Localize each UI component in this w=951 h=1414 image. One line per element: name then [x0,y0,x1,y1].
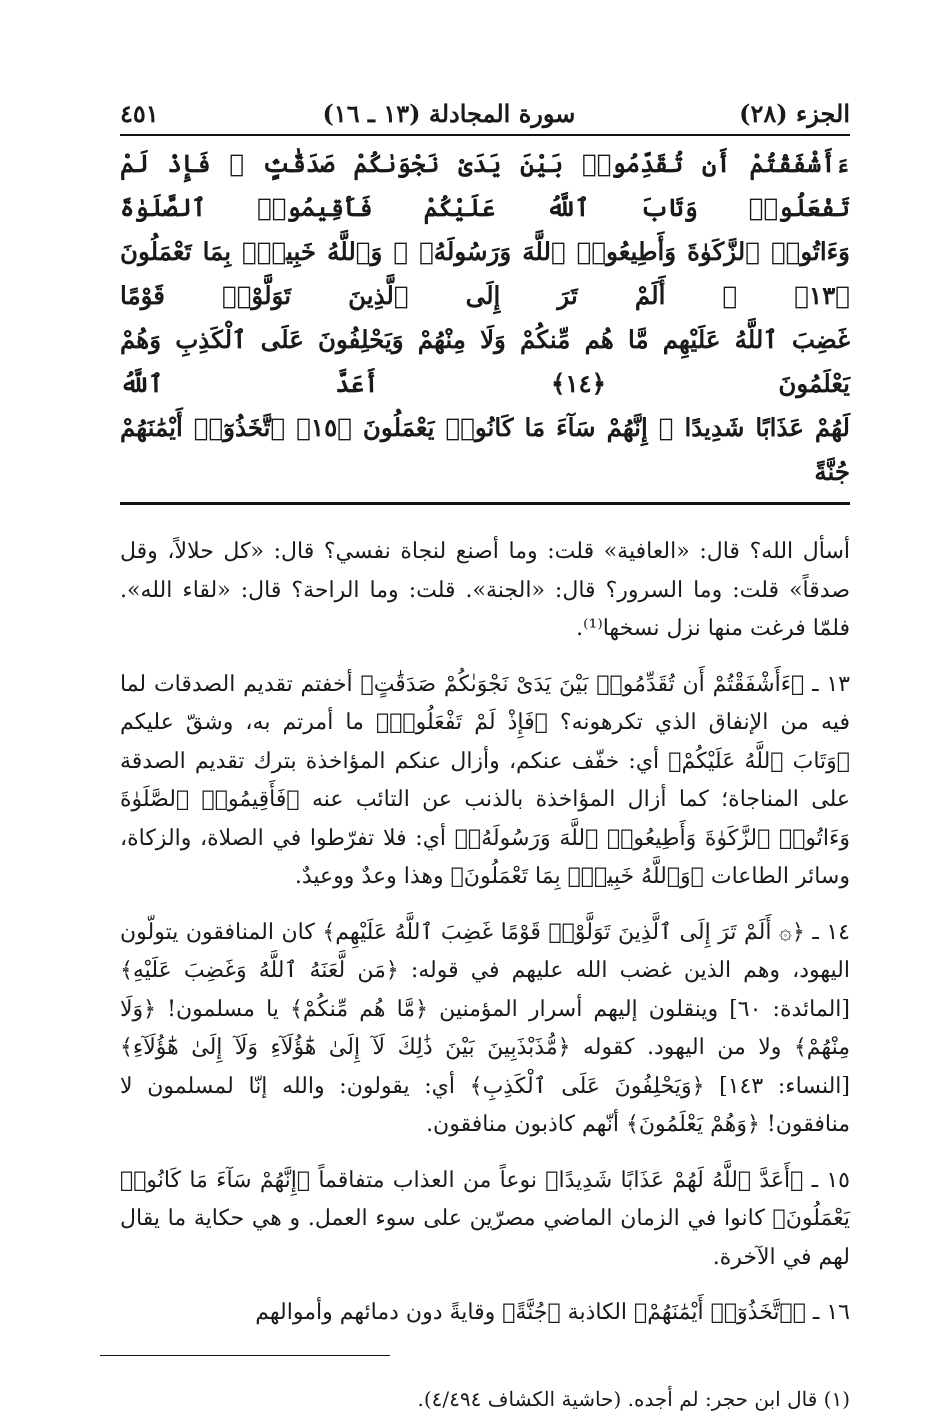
quran-bottom-rule [120,502,850,505]
page [120,88,850,1414]
running-header [120,88,850,128]
juz-label: الجزء (٢٨) [739,99,850,128]
paragraph-verse-13: ١٣ ـ ﴿ءَأَشْفَقْتُمْ أَن تُقَدِّمُوا۟ بَيْنَ يَدَىْ نَجْوَىٰكُمْ صَدَقَٰتٍ﴾ أخفتم تقديم الصدقات لما فيه من الإنفاق الذي تكرهونه؟ ﴿فَإِذْ لَمْ تَفْعَلُوا۟﴾ ما أمرتم به، وشقّ عليكم ﴿وَتَابَ ٱللَّهُ عَلَيْكُمْ﴾ أي: خفّف عنكم، وأزال عنكم المؤاخذة بترك تقديم الصدقة على المناجاة؛ كما أزال المؤاخذة بالذنب عن التائب عنه ﴿فَأَقِيمُوا۟ ٱلصَّلَوٰةَ وَءَاتُوا۟ ٱلزَّكَوٰةَ وَأَطِيعُوا۟ ٱللَّهَ وَرَسُولَهُۥ﴾ أي: فلا تفرّطوا في الصلاة، والزكاة، وسائر الطاعات ﴿وَٱللَّهُ خَبِيرٌۢ بِمَا تَعْمَلُونَ﴾ وهذا وعدٌ ووعيدٌ. [120,671,850,889]
quran-line: لَهُمْ عَذَابًا شَدِيدًا ۖ إِنَّهُمْ سَآءَ مَا كَانُوا۟ يَعْمَلُونَ ﴿١٥﴾ ٱتَّخَذُوٓا۟ أَيْمَٰنَهُمْ جُنَّةً [120,413,850,486]
paragraph-verse-15: ١٥ ـ ﴿أَعَدَّ ٱللَّهُ لَهُمْ عَذَابًا شَدِيدًا﴾ نوعاً من العذاب متفاقماً ﴿إِنَّهُمْ سَآءَ مَا كَانُوا۟ يَعْمَلُونَ﴾ كانوا في الزمان الماضي مصرّين على سوء العمل. و هي حكاية ما يقال لهم في الآخرة. [120,1167,850,1270]
quran-line: غَضِبَ ٱللَّهُ عَلَيْهِم مَّا هُم مِّنكُمْ وَلَا مِنْهُمْ وَيَحْلِفُونَ عَلَى ٱلْكَذِبِ وَهُمْ يَعْلَمُونَ ﴿١٤﴾ أَعَدَّ ٱللَّهُ [120,325,850,398]
paragraph-verse-16: ١٦ ـ ﴿ٱتَّخَذُوٓا۟ أَيْمَٰنَهُمْ﴾ الكاذبة ﴿جُنَّةً﴾ وقايةً دون دمائهم وأموالهم [255,1300,850,1325]
quran-text-block [120,136,850,498]
footnote: (١) قال ابن حجر: لم أجده. (حاشية الكشاف ٤/٤٩٤). [417,1386,850,1411]
quran-line: ءَأَشْفَقْتُمْ أَن تُقَدِّمُوا۟ بَيْنَ يَدَىْ نَجْوَىٰكُمْ صَدَقَٰتٍۢ ۚ فَإِذْ لَمْ تَفْعَلُوا۟ وَتَابَ ٱللَّهُ عَلَيْكُمْ فَأَقِيمُوا۟ ٱلصَّلَوٰةَ [120,149,850,222]
paragraph-verse-14: ١٤ ـ ﴿۞ أَلَمْ تَرَ إِلَى ٱلَّذِينَ تَوَلَّوْا۟ قَوْمًا غَضِبَ ٱللَّهُ عَلَيْهِم﴾ كان المنافقون يتولّون اليهود، وهم الذين غضب الله عليهم في قوله: ﴿مَن لَّعَنَهُ ٱللَّهُ وَغَضِبَ عَلَيْهِ﴾ [المائدة: ٦٠] وينقلون إليهم أسرار المؤمنين ﴿مَّا هُم مِّنكُمْ﴾ يا مسلمون! ﴿وَلَا مِنْهُمْ﴾ ولا من اليهود. كقوله ﴿مُّذَبْذَبِينَ بَيْنَ ذَٰلِكَ لَآ إِلَىٰ هَٰٓؤُلَآءِ وَلَآ إِلَىٰ هَٰٓؤُلَآءِ﴾ [النساء: ١٤٣] ﴿وَيَحْلِفُونَ عَلَى ٱلْكَذِبِ﴾ أي: يقولون: والله إنّا لمسلمون لا منافقون! ﴿وَهُمْ يَعْلَمُونَ﴾ أنّهم كاذبون منافقون. [120,919,850,1137]
surah-title: سورة المجادلة (١٣ ـ ١٦) [322,99,576,128]
page-number: ٤٥١ [120,99,159,128]
tafsir-body [120,533,850,1333]
paragraph: أسأل الله؟ قال: «العافية» قلت: وما أصنع لنجاة نفسي؟ قال: «كل حلالاً، وقل صدقاً» قلت: وما السرور؟ قال: «الجنة». قلت: وما الراحة؟ قال: «لقاء الله». فلمّا فرغت منها نزل نسخها⁽¹⁾. [120,539,851,641]
footnote-rule [100,1355,390,1356]
quran-line: وَءَاتُوا۟ ٱلزَّكَوٰةَ وَأَطِيعُوا۟ ٱللَّهَ وَرَسُولَهُۥ ۚ وَٱللَّهُ خَبِيرٌۢ بِمَا تَعْمَلُونَ ﴿١٣﴾ ۞ أَلَمْ تَرَ إِلَى ٱلَّذِينَ تَوَلَّوْا۟ قَوْمًا [120,237,850,310]
